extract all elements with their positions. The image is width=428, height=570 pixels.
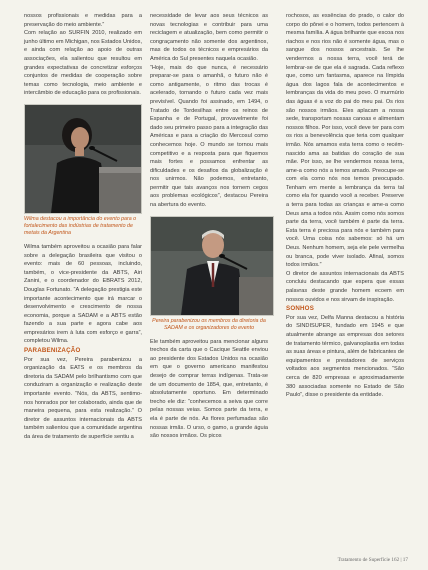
paragraph: rochosos, as essências do prado, o calor do corpo do pônei e o homem, todos pertencem à mesma família. A água brilhante que escoa nos riachos e nos rios não é somente água, mas o sangue dos nossos ancestrais. Se lhe vendermos a nossa terra, você terá de lembrar-se de que ela é sagrada. Cada reflexo que, como um fantasma, aparece na límpida água dos lagos fala de acontecimentos e lembranças da vida do meu povo. O murmúrio das águas é a voz do pai do meu pai. Os rios são nossos irmãos. Eles aplacam a nossa sede, transportam nossas canoas e alimentam nossos filhos. Por isso, você deve ter para com os rios a benevolência que teria com qualquer irmão. Nós amamos esta terra como o recém-nascido ama as batidas do coração de sua mãe. Por isso, se lhe vendermos nossa terra, ame-a como nós a temos amado. Preocupe-se com ela como nós nos temos preocupado. Tenham em mente a lembrança da terra tal como ela for quando você a receber. Preserve a terra para todas as crianças e ame-a como Deus ama a todos nós. Assim como nós somos parte da terra, você também é parte da terra. Esta terra é preciosa para nós e também para você. Uma coisa nós sabemos: só há um Deus. Nenhum homem, seja ele pele vermelha ou branca, pode viver isolado. Afinal, somos todos irmãos.” bbox=[286, 13, 404, 269]
column-middle bbox=[150, 12, 268, 441]
column-left bbox=[24, 12, 142, 442]
photo-pereira bbox=[150, 216, 274, 316]
paragraph: Com relação ao SURFIN 2010, realizado em junho último em Michigan, nos Estados Unidos, e ainda com relação ao apoio de outras associações, ela salientou que resultou em grandes expectativas de concretizar esforços conjuntos de medidas de cooperação sobre temas como tecnologia, meio ambiente e intercâmbio de educação para os profissionais. bbox=[24, 30, 142, 97]
column-right bbox=[286, 12, 404, 400]
paragraph: Por sua vez, Pereira parabenizou a organização da EATS e os membros da diretoria da SADAM pelo brilhantismo com que conduziram a organização e realização deste importante evento. “Nós, da ABTS, sentimo-nos honrados por ter colaborado, ainda que de maneira pequena, para esta realização.” O diretor de assuntos internacionais da ABTS também salientou que a comunidade argentina da área de tratamento de superfície sentiu a bbox=[24, 356, 142, 440]
photo-caption: Pereira parabenizou os membros da diretoria da SADAM e os organizadores do evento bbox=[152, 317, 266, 331]
paragraph: necessidade de levar aos seus técnicos as novas tecnologias e contribuir para uma reciclagem e atualização, bem como permitir o congraçamento não somente dos argentinos, mas de todos os técnicos e empresários da América do Sul presentes naquela ocasião. bbox=[150, 13, 268, 62]
paragraph: Por sua vez, Delfa Manna destacou a história do SINDISUPER, fundado em 1945 e que atualmente abrange as empresas dos setores de tratamento térmico, galvanoplastia em todas as suas áreas e pintura, além de fabricantes de equipamentos e prestadores de serviços voltados aos segmentos mencionados. “São cerca de 820 empresas e aproximadamente 380 associadas somente no Estado de São Paulo”, disse o presidente da entidade. bbox=[286, 314, 404, 399]
paragraph: Wilma também aproveitou a ocasião para falar sobre a delegação brasileira que visitou o evento: mais de 60 pessoas, incluindo, também, o vice-presidente da ABTS, Airi Zanini, e o coordenador do EBRATS 2012, Douglas Fortunato. “A delegação prestigia este importante acontecimento que irá marcar o desenvolvimento e crescimento de nossa economia, porque a SADAM e a ABTS estão fazendo a sua parte e agora cabe aos empresários irem à luta com esforço e garra”, completou Wilma. bbox=[24, 243, 142, 345]
photo-caption: Wilma destacou a importância do evento para o fortalecimento das indústrias de tratamento de metais da Argentina bbox=[24, 215, 137, 236]
photo-wilma bbox=[24, 104, 142, 214]
paragraph: O diretor de assuntos internacionais da ABTS concluiu destacando que espera que essas palavras deste grande homem ecoem em nossos ouvidos e nos sirvam de inspiração. bbox=[286, 270, 404, 303]
paragraph: “Hoje, mais do que nunca, é necessário preparar-se para o amanhã, o futuro não é como antigamente, o ritmo das trocas é acelerado, tornando o futuro cada vez mais previsível. Quando foi assinado, em 1494, o Tratado de Tordesilhas entre os reinos de Espanha e de Portugal, provavelmente foi dado seu primeiro passo para a integração das Américas e para a criação do Mercosul como conhecemos hoje. O mundo se tornou mais competitivo e a resposta para que fiquemos mais fortes e possamos enfrentar as dificuldades e os desafios da globalização é nos unirmos. Não podemos, entretanto, permitir que tais avanços nos tornem cegos aos problemas ecológicos”, destacou Pereira na abertura do evento. bbox=[150, 64, 268, 209]
paragraph: nossos profissionais e medidas para a preservação do meio ambiente.” bbox=[24, 13, 142, 28]
section-heading: PARABENIZAÇÃO bbox=[24, 347, 81, 355]
section-heading: SONHOS bbox=[286, 305, 315, 313]
paragraph: Ele também aproveitou para mencionar alguns trechos da carta que o Cacique Seattle enviou ao presidente dos Estados Unidos na ocasião em que o governo americano manifestou desejo de comprar terras indígenas. Trata-se de um documento de 1854, que, entretanto, é absolutamente oportuno. Em determinado trecho ele diz: “conhecemos a seiva que corre pelas nossas veias. Somos parte da terra, e ela é parte de nós. As flores perfumadas são nossas irmãs. O urso, o gamo, a grande águia são nossos irmãos. Os picos bbox=[150, 338, 268, 440]
page-footer: Tratamento de Superfície 162 | 17 bbox=[337, 557, 408, 563]
